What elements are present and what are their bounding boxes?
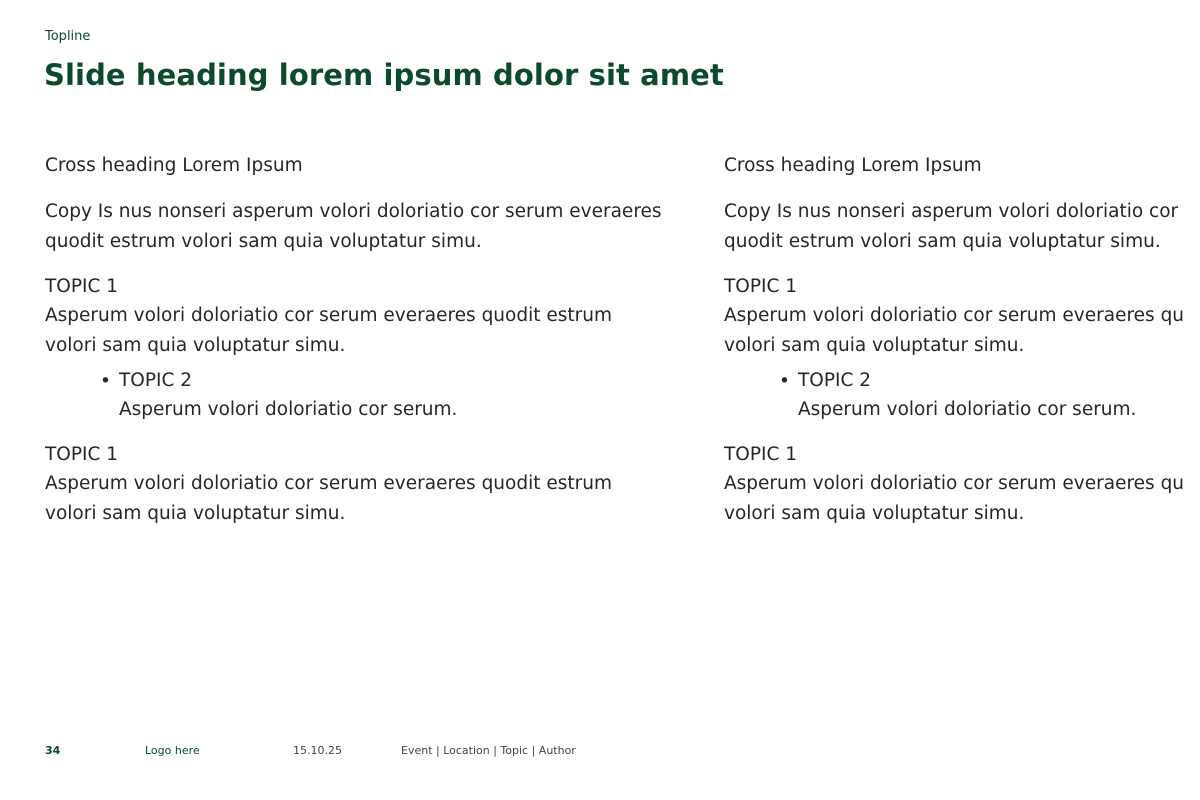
bullet-icon: •	[779, 371, 790, 392]
topline: Topline	[45, 29, 91, 44]
cross-heading: Cross heading Lorem Ipsum	[45, 155, 303, 176]
bullet-icon: •	[100, 371, 111, 392]
content-column-right	[724, 152, 1200, 529]
topic-body-line: Asperum volori doloriatio cor serum everaeres qu	[724, 473, 1185, 494]
topic-label: TOPIC 1	[45, 444, 119, 465]
topic-body	[724, 469, 1200, 529]
topic-body-line: Asperum volori doloriatio cor serum everaeres quodit estrum	[45, 305, 612, 326]
topic-body-line: Asperum volori doloriatio cor serum everaeres quodit estrum	[45, 473, 612, 494]
topic-label: TOPIC 1	[45, 276, 119, 297]
topic-body-line: volori sam quia voluptatur simu.	[45, 503, 346, 524]
copy-line: quodit estrum volori sam quia voluptatur simu.	[724, 231, 1161, 252]
sub-topic-bullet-item	[779, 367, 1200, 425]
slide-heading: Slide heading lorem ipsum dolor sit amet	[44, 58, 724, 92]
footer-date: 15.10.25	[293, 744, 342, 757]
topic-body	[45, 301, 705, 361]
copy-line: Copy Is nus nonseri asperum volori doloriatio cor	[724, 201, 1179, 222]
sub-topic-body: Asperum volori doloriatio cor serum.	[798, 399, 1137, 420]
copy-line: quodit estrum volori sam quia voluptatur simu.	[45, 231, 482, 252]
sub-topic-label: TOPIC 2	[119, 370, 193, 391]
footer-meta: Event | Location | Topic | Author	[401, 744, 576, 757]
logo-placeholder: Logo here	[145, 744, 200, 757]
topic-body-line: Asperum volori doloriatio cor serum everaeres qu	[724, 305, 1185, 326]
sub-topic-label: TOPIC 2	[798, 370, 872, 391]
topic-body-line: volori sam quia voluptatur simu.	[45, 335, 346, 356]
sub-topic-body: Asperum volori doloriatio cor serum.	[119, 399, 458, 420]
topic-body	[45, 469, 705, 529]
topic-body-line: volori sam quia voluptatur simu.	[724, 335, 1025, 356]
copy-line: Copy Is nus nonseri asperum volori doloriatio cor serum everaeres	[45, 201, 662, 222]
topic-label: TOPIC 1	[724, 276, 798, 297]
page-number: 34	[45, 744, 61, 757]
sub-topic-bullet-item	[100, 367, 705, 425]
topic-body-line: volori sam quia voluptatur simu.	[724, 503, 1025, 524]
content-column-left	[45, 152, 705, 529]
topic-body	[724, 301, 1200, 361]
topic-label: TOPIC 1	[724, 444, 798, 465]
copy-paragraph	[724, 197, 1200, 257]
cross-heading: Cross heading Lorem Ipsum	[724, 155, 982, 176]
copy-paragraph	[45, 197, 705, 257]
